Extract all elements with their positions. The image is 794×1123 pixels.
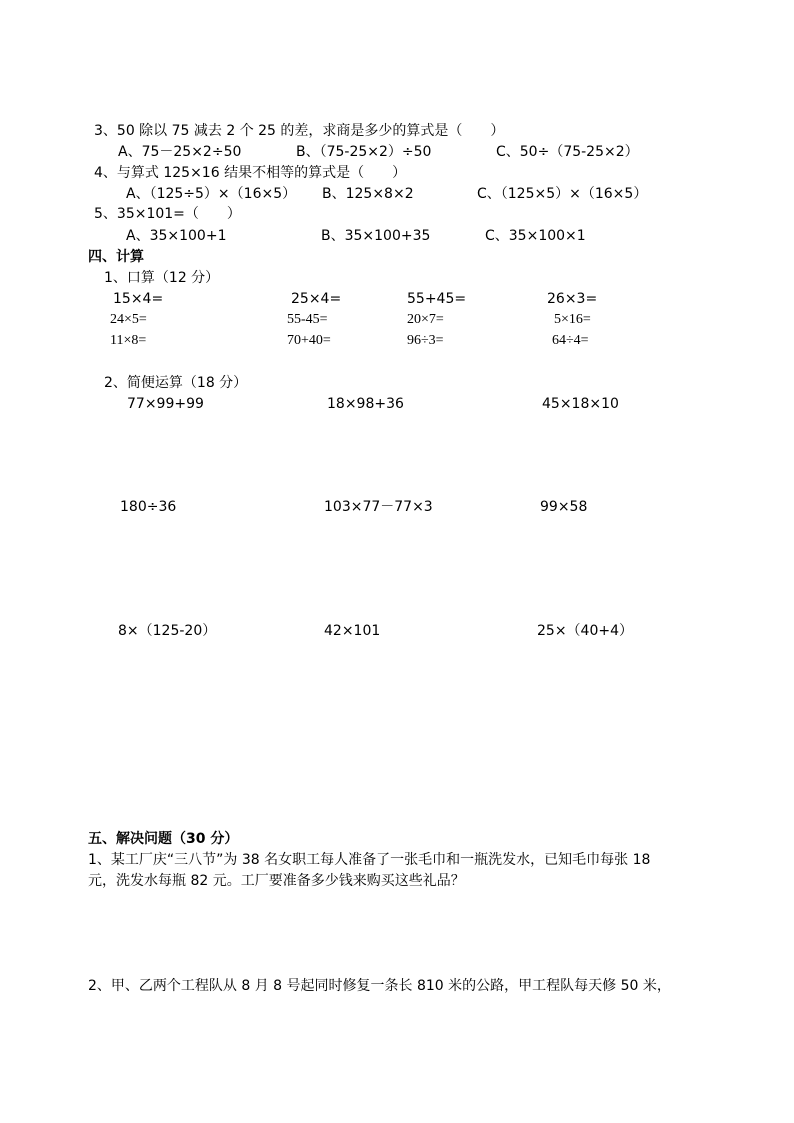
oral-item: 5×16= bbox=[554, 312, 591, 327]
simple-item: 180÷36 bbox=[120, 499, 177, 515]
problem-2-line-1: 2、甲、乙两个工程队从 8 月 8 号起同时修复一条长 810 米的公路，甲工程队每天修 50 米， bbox=[88, 978, 671, 994]
q3-option-a: A、75－25×2÷50 bbox=[118, 144, 242, 160]
oral-item: 25×4= bbox=[291, 291, 342, 307]
question-5: 5、35×101=（ ） bbox=[94, 206, 241, 222]
q5-option-a: A、35×100+1 bbox=[126, 228, 227, 244]
question-3: 3、50 除以 75 减去 2 个 25 的差，求商是多少的算式是（ ） bbox=[94, 123, 505, 139]
simple-item: 42×101 bbox=[324, 623, 381, 639]
oral-calc-title: 1、口算（12 分） bbox=[104, 270, 220, 286]
question-4: 4、与算式 125×16 结果不相等的算式是（ ） bbox=[94, 165, 407, 181]
simple-calc-title: 2、简便运算（18 分） bbox=[104, 375, 248, 391]
oral-item: 96÷3= bbox=[407, 333, 444, 348]
simple-item: 103×77－77×3 bbox=[324, 499, 433, 515]
simple-item: 45×18×10 bbox=[542, 396, 619, 412]
q4-option-a: A、（125÷5）×（16×5） bbox=[126, 186, 297, 202]
simple-item: 77×99+99 bbox=[127, 396, 204, 412]
q4-option-b: B、125×8×2 bbox=[322, 186, 414, 202]
simple-item: 18×98+36 bbox=[327, 396, 404, 412]
oral-item: 70+40= bbox=[287, 333, 331, 348]
q4-option-c: C、（125×5）×（16×5） bbox=[477, 186, 648, 202]
q5-option-c: C、35×100×1 bbox=[485, 228, 586, 244]
q3-option-b: B、（75-25×2）÷50 bbox=[296, 144, 432, 160]
problem-1-line-1: 1、某工厂庆“三八节”为 38 名女职工每人准备了一张毛巾和一瓶洗发水，已知毛巾每张 18 bbox=[88, 852, 651, 868]
oral-item: 26×3= bbox=[547, 291, 598, 307]
oral-item: 55-45= bbox=[287, 312, 328, 327]
problem-1-line-2: 元，洗发水每瓶 82 元。工厂要准备多少钱来购买这些礼品？ bbox=[88, 873, 465, 889]
q3-option-c: C、50÷（75-25×2） bbox=[496, 144, 639, 160]
oral-item: 24×5= bbox=[110, 312, 147, 327]
oral-item: 15×4= bbox=[113, 291, 164, 307]
section-4-heading: 四、计算 bbox=[88, 249, 144, 265]
oral-item: 11×8= bbox=[110, 333, 147, 348]
simple-item: 99×58 bbox=[540, 499, 588, 515]
oral-item: 55+45= bbox=[407, 291, 467, 307]
q5-option-b: B、35×100+35 bbox=[321, 228, 431, 244]
section-5-heading: 五、解决问题（30 分） bbox=[88, 831, 239, 847]
simple-item: 8×（125-20） bbox=[118, 623, 217, 639]
oral-item: 20×7= bbox=[407, 312, 444, 327]
oral-item: 64÷4= bbox=[552, 333, 589, 348]
simple-item: 25×（40+4） bbox=[537, 623, 633, 639]
